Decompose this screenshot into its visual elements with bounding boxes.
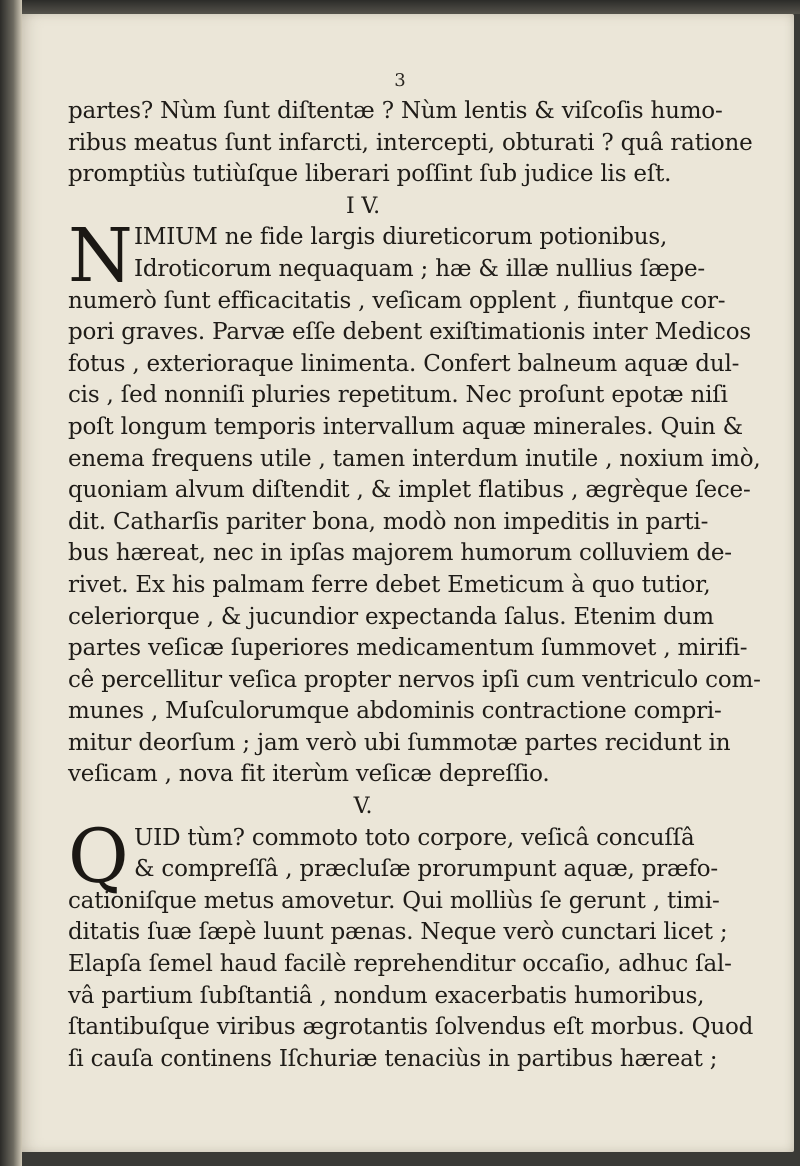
- text-line: Elapſa ſemel haud facilè reprehenditur occaſio, adhuc ſal-: [68, 951, 732, 978]
- text-line: dit. Catharſis pariter bona, modò non impeditis in parti-: [68, 508, 709, 535]
- text-line: rivet. Ex his palmam ferre debet Emeticum à quo tutior,: [68, 571, 711, 598]
- intro-paragraph: [68, 96, 753, 191]
- text-line: vâ partium ſubſtantiâ , nondum exacerbatis humoribus,: [68, 982, 705, 1009]
- text-line: pori graves. Parvæ eſſe debent exiſtimationis inter Medicos: [68, 319, 751, 346]
- text-line: bus hæreat, nec in ipſas majorem humorum colluviem de-: [68, 540, 732, 567]
- text-line: mitur deorſum ; jam verò ubi ſummotæ partes recidunt in: [68, 729, 731, 756]
- text-line: enema frequens utile , tamen interdum inutile , noxium imò,: [68, 445, 761, 472]
- text-line: poſt longum temporis intervallum aquæ minerales. Quin &: [68, 413, 743, 440]
- text-line: cationiſque metus amovetur. Qui molliùs ſe gerunt , timi-: [68, 887, 720, 914]
- section-v-paragraph: [68, 813, 754, 1076]
- text-line: partes? Nùm ſunt diſtentæ ? Nùm lentis & viſcoſis humo-: [68, 98, 723, 124]
- text-line: UID tùm? commoto toto corpore, veſicâ concuſſâ: [134, 824, 695, 851]
- drop-cap-initial: Q: [68, 813, 129, 900]
- section-heading-iv: I V.: [346, 193, 380, 219]
- text-line: munes , Muſculorumque abdominis contractione compri-: [68, 698, 722, 725]
- text-line: ſtantibuſque viribus ægrotantis ſolvendus eſt morbus. Quod: [68, 1014, 754, 1041]
- text-line: numerò ſunt efficacitatis , veſicam opplent , fiuntque cor-: [68, 287, 726, 314]
- book-spine: [0, 0, 22, 1166]
- text-line: & compreſſâ , præcluſæ prorumpunt aquæ, præfo-: [134, 856, 718, 883]
- book-top-edge: [0, 0, 800, 14]
- text-line: IMIUM ne fide largis diureticorum potionibus,: [134, 224, 668, 251]
- text-line: ſi cauſa continens Iſchuriæ tenaciùs in partibus hæreat ;: [68, 1045, 718, 1072]
- drop-cap-initial: N: [68, 213, 133, 300]
- page-text: [68, 96, 761, 1075]
- text-line: veſicam , nova fit iterùm veſicæ depreſſio.: [68, 761, 550, 788]
- text-line: Idroticorum nequaquam ; hæ & illæ nullius ſæpe-: [134, 255, 705, 282]
- text-line: cê percellitur veſica propter nervos ipſi cum ventriculo com-: [68, 666, 761, 693]
- text-line: quoniam alvum diſtendit , & implet flatibus , ægrèque ſece-: [68, 477, 751, 504]
- text-line: celeriorque , & jucundior expectanda ſalus. Etenim dum: [68, 603, 714, 630]
- section-iv-paragraph: [68, 213, 761, 791]
- text-line: cis , ſed nonniſi pluries repetitum. Nec proſunt epotæ niſi: [68, 382, 728, 409]
- text-line: ribus meatus ſunt infarcti, intercepti, obturati ? quâ ratione: [68, 129, 753, 156]
- text-line: promptiùs tutiùſque liberari poſſint ſub judice lis eſt.: [68, 161, 672, 188]
- text-line: fotus , exterioraque linimenta. Confert balneum aquæ dul-: [68, 350, 740, 377]
- section-heading-v: V.: [353, 794, 373, 820]
- page-number: 3: [394, 70, 406, 91]
- text-line: partes veſicæ ſuperiores medicamentum ſummovet , mirifi-: [68, 635, 748, 662]
- text-line: ditatis ſuæ ſæpè luunt pænas. Neque verò cunctari licet ;: [68, 919, 728, 946]
